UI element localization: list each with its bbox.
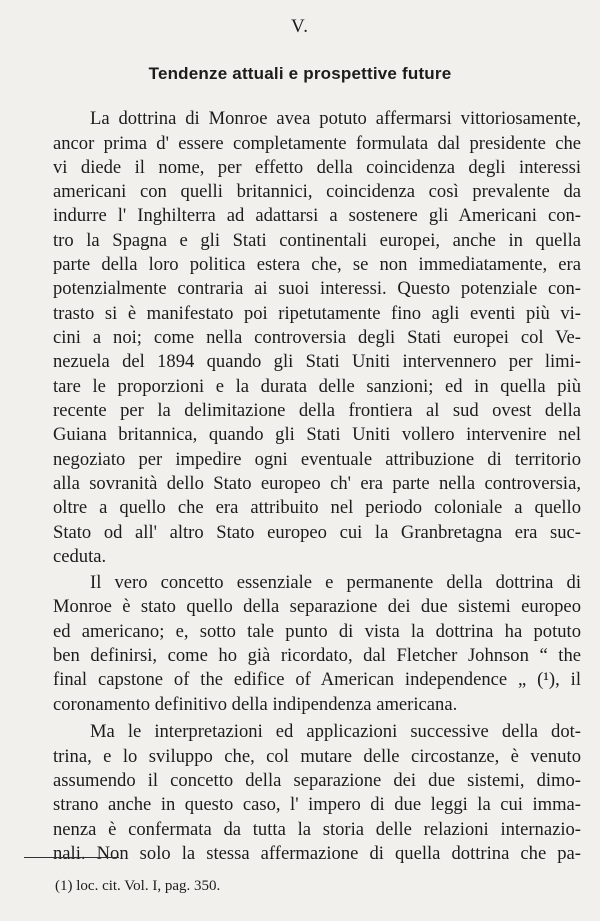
text-line: trasto si è manifestato poi ripetutamente fino agli eventi più vi- [53,303,581,324]
text-line: ancor prima d' essere completamente formulata dal presidente che [53,133,581,154]
text-line: tare le proporzioni e la durata delle sanzioni; ed in quella più [53,376,581,397]
text-line: Il vero concetto essenziale e permanente della dottrina di [90,572,581,593]
text-line: Stato od all' altro Stato europeo cui la Granbretagna era suc- [53,522,581,543]
text-line: ben definirsi, come ho già ricordato, dal Fletcher Johnson “ the [53,645,581,666]
text-line: americani con quelli britannici, coincidenza così prevalente da [53,181,581,202]
text-line: nali. Non solo la stessa affermazione di quella dottrina che pa- [53,843,581,864]
text-line: ed americano; e, sotto tale punto di vista la dottrina ha potuto [53,621,581,642]
text-line: negoziato per impedire ogni eventuale attribuzione di territorio [53,449,581,470]
text-line: nezuela del 1894 quando gli Stati Uniti intervennero per limi- [53,351,581,372]
text-line: vi diede il nome, per effetto della coincidenza degli interessi [53,157,581,178]
text-line: Ma le interpretazioni ed applicazioni successive della dot- [90,721,581,742]
footnote-divider [24,857,119,858]
text-line: coronamento definitivo della indipendenza americana. [53,694,458,715]
text-line: indurre l' Inghilterra ad adattarsi a sostenere gli Americani con- [53,205,581,226]
text-line: Monroe è stato quello della separazione dei due sistemi europeo [53,596,581,617]
text-line: La dottrina di Monroe avea potuto affermarsi vittoriosamente, [90,108,581,129]
text-line: potenzialmente contraria ai suoi interessi. Questo potenziale con- [53,278,581,299]
text-line: strano anche in questo caso, l' impero di due leggi la cui imma- [53,794,581,815]
text-line: recente per la delimitazione della frontiera al sud ovest della [53,400,581,421]
text-line: final capstone of the edifice of American independence „ (¹), il [53,669,581,690]
footnote: (1) loc. cit. Vol. I, pag. 350. [55,878,221,894]
text-line: ceduta. [53,546,107,567]
text-line: nenza è confermata da tutta la storia delle relazioni internazio- [53,819,581,840]
chapter-number: V. [290,16,310,37]
text-line: parte della loro politica estera che, se non immediatamente, era [53,254,581,275]
text-line: assumendo il concetto della separazione dei due sistemi, dimo- [53,770,581,791]
text-line: alla sovranità dello Stato europeo ch' era parte nella controversia, [53,473,581,494]
text-line: Guiana britannica, quando gli Stati Uniti vollero intervenire nel [53,424,581,445]
chapter-heading: Tendenze attuali e prospettive future [148,64,452,83]
text-line: trina, e lo sviluppo che, col mutare delle circostanze, è venuto [53,746,581,767]
text-line: oltre a quello che era attribuito nel periodo coloniale a quello [53,497,581,518]
text-line: tro la Spagna e gli Stati continentali europei, anche in quella [53,230,581,251]
text-line: cini a noi; come nella controversia degli Stati europei col Ve- [53,327,581,348]
